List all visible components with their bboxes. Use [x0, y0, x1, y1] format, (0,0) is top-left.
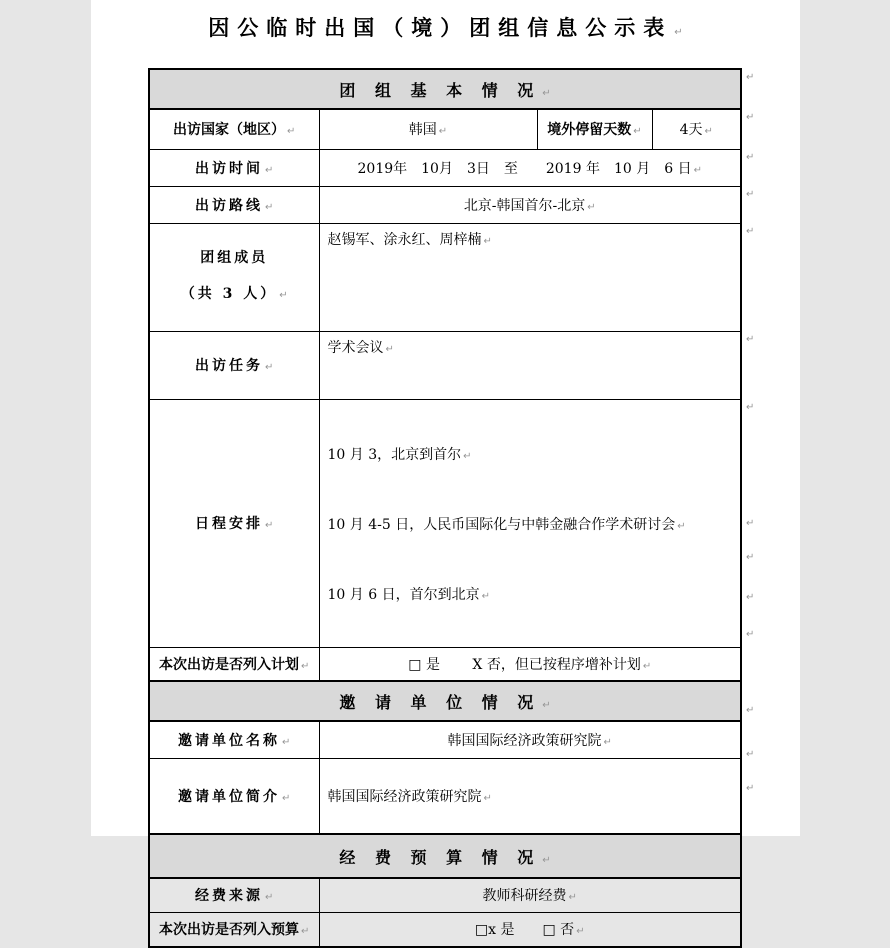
value-cell-country[interactable]	[319, 109, 537, 149]
row-end-mark: ↵	[746, 112, 755, 123]
value-members: 赵锡军、涂永红、周梓楠	[327, 231, 482, 248]
table-row-section-budget	[149, 834, 741, 878]
paragraph-mark: ↵	[279, 290, 288, 301]
table-row-inviter-name	[149, 721, 741, 758]
value-time: 2019年 10月 3日 至 2019 年 10 月 6 日	[357, 160, 692, 177]
paragraph-mark: ↵	[693, 164, 702, 176]
row-end-mark: ↵	[746, 334, 755, 345]
paragraph-mark: ↵	[483, 792, 492, 804]
label-in-plan: 本次出访是否列入计划	[159, 656, 300, 673]
paragraph-mark: ↵	[677, 520, 686, 532]
label-schedule: 日程安排	[195, 516, 264, 532]
label-members-line1: 团组成员	[200, 250, 269, 266]
label-cell-stay-days[interactable]	[537, 109, 652, 149]
table-row-section-inviter	[149, 681, 741, 721]
paragraph-mark: ↵	[282, 736, 291, 748]
paragraph-mark: ↵	[385, 343, 394, 355]
label-time: 出访时间	[195, 160, 264, 177]
label-cell-in-budget[interactable]	[149, 912, 319, 947]
label-inviter-intro: 邀请单位简介	[178, 788, 281, 805]
page-title	[91, 0, 800, 54]
paragraph-mark: ↵	[301, 926, 310, 938]
row-end-mark: ↵	[746, 152, 755, 163]
label-country: 出访国家（地区）	[173, 122, 286, 139]
value-task: 学术会议	[327, 339, 384, 356]
row-end-mark: ↵	[746, 749, 755, 760]
schedule-line-3	[328, 577, 735, 615]
value-cell-members[interactable]	[319, 223, 741, 331]
in-plan-checkboxes: □ 是 X 否，但已按程序增补计划	[408, 656, 641, 673]
label-cell-in-plan[interactable]	[149, 647, 319, 681]
paragraph-mark: ↵	[265, 892, 274, 904]
table-row-inviter-intro	[149, 758, 741, 834]
paragraph-mark: ↵	[438, 126, 448, 138]
row-end-mark: ↵	[746, 189, 755, 200]
paragraph-mark: ↵	[483, 235, 492, 247]
paragraph-mark: ↵	[301, 660, 310, 672]
label-cell-time[interactable]	[149, 149, 319, 186]
paragraph-mark: ↵	[481, 590, 490, 602]
section-header-budget-text: 经 费 预 算 情 况	[339, 847, 541, 867]
paragraph-mark: ↵	[265, 164, 274, 176]
paragraph-mark: ↵	[633, 126, 642, 138]
paragraph-mark: ↵	[265, 520, 274, 531]
section-header-basic-text: 团 组 基 本 情 况	[339, 80, 541, 100]
paragraph-mark: ↵	[576, 926, 585, 938]
table-row-in-plan	[149, 647, 741, 681]
section-header-inviter[interactable]	[149, 681, 741, 721]
value-cell-in-budget[interactable]	[319, 912, 741, 947]
paragraph-mark: ↵	[704, 126, 713, 138]
info-table	[148, 68, 742, 948]
table-row-in-budget	[149, 912, 741, 947]
row-end-mark: ↵	[746, 705, 755, 716]
paragraph-mark: ↵	[463, 450, 472, 462]
paragraph-mark: ↵	[287, 126, 296, 138]
label-cell-fund-source[interactable]	[149, 878, 319, 912]
table-row-time	[149, 149, 741, 186]
value-country: 韩国	[408, 122, 437, 139]
paragraph-mark: ↵	[587, 201, 596, 213]
section-header-budget[interactable]	[149, 834, 741, 878]
row-end-mark: ↵	[746, 518, 755, 529]
paragraph-mark: ↵	[265, 201, 274, 213]
row-end-mark: ↵	[746, 783, 755, 794]
page-title-text: 因公临时出国（境）团组信息公示表	[208, 15, 673, 40]
row-end-mark: ↵	[746, 402, 755, 413]
value-inviter-name: 韩国国际经济政策研究院	[447, 732, 602, 749]
paragraph-mark: ↵	[642, 660, 652, 672]
schedule-line-3-text: 10 月 6 日，首尔到北京	[327, 586, 480, 603]
table-row-fund-source	[149, 878, 741, 912]
label-inviter-name: 邀请单位名称	[178, 732, 281, 749]
table-row-members	[149, 223, 741, 331]
schedule-line-1-text: 10 月 3，北京到首尔	[327, 446, 462, 463]
value-cell-time[interactable]	[319, 149, 741, 186]
value-cell-route[interactable]	[319, 186, 741, 223]
value-fund-source: 教师科研经费	[482, 888, 567, 905]
label-cell-inviter-name[interactable]	[149, 721, 319, 758]
paragraph-mark: ↵	[265, 362, 274, 373]
table-row-country	[149, 109, 741, 149]
section-header-inviter-text: 邀 请 单 位 情 况	[339, 692, 541, 712]
row-end-mark: ↵	[746, 226, 755, 237]
paragraph-mark: ↵	[542, 87, 551, 99]
value-cell-task[interactable]	[319, 331, 741, 399]
row-end-mark: ↵	[746, 629, 755, 640]
paragraph-mark: ↵	[603, 736, 612, 748]
label-cell-route[interactable]	[149, 186, 319, 223]
value-route: 北京-韩国首尔-北京	[463, 197, 586, 214]
label-route: 出访路线	[195, 197, 264, 214]
value-cell-stay-days[interactable]	[652, 109, 741, 149]
row-end-mark: ↵	[746, 552, 755, 563]
paragraph-mark: ↵	[282, 792, 291, 804]
label-cell-task[interactable]	[149, 331, 319, 399]
value-inviter-intro: 韩国国际经济政策研究院	[327, 788, 482, 805]
label-cell-members[interactable]	[149, 223, 319, 331]
schedule-line-1	[328, 437, 735, 475]
row-end-mark: ↵	[746, 72, 755, 83]
row-end-mark: ↵	[746, 592, 755, 603]
paragraph-mark: ↵	[542, 699, 551, 711]
label-members-count: （共 3 人）	[180, 286, 278, 302]
paragraph-mark: ↵	[568, 892, 577, 904]
value-stay-days: 4天	[679, 122, 703, 139]
label-in-budget: 本次出访是否列入预算	[159, 922, 300, 939]
table-row-task	[149, 331, 741, 399]
label-task: 出访任务	[195, 358, 264, 374]
value-cell-fund-source[interactable]	[319, 878, 741, 912]
value-cell-in-plan[interactable]	[319, 647, 741, 681]
table-row-schedule	[149, 399, 741, 647]
paragraph-mark: ↵	[674, 27, 683, 38]
table-row-route	[149, 186, 741, 223]
table-row-section-basic	[149, 69, 741, 109]
label-members-line2	[152, 276, 317, 314]
label-cell-country[interactable]	[149, 109, 319, 149]
value-cell-inviter-intro[interactable]	[319, 758, 741, 834]
label-cell-schedule[interactable]	[149, 399, 319, 647]
document-page[interactable]	[91, 0, 800, 939]
paragraph-mark: ↵	[542, 854, 551, 866]
label-fund-source: 经费来源	[195, 888, 264, 905]
schedule-line-2-text: 10 月 4-5 日，人民币国际化与中韩金融合作学术研讨会	[327, 516, 676, 533]
value-cell-schedule[interactable]	[319, 399, 741, 647]
section-header-basic[interactable]	[149, 69, 741, 109]
in-budget-checkboxes: □x 是 □ 否	[474, 922, 575, 939]
label-cell-inviter-intro[interactable]	[149, 758, 319, 834]
label-stay-days: 境外停留天数	[547, 122, 632, 139]
schedule-line-2	[328, 507, 735, 545]
value-cell-inviter-name[interactable]	[319, 721, 741, 758]
